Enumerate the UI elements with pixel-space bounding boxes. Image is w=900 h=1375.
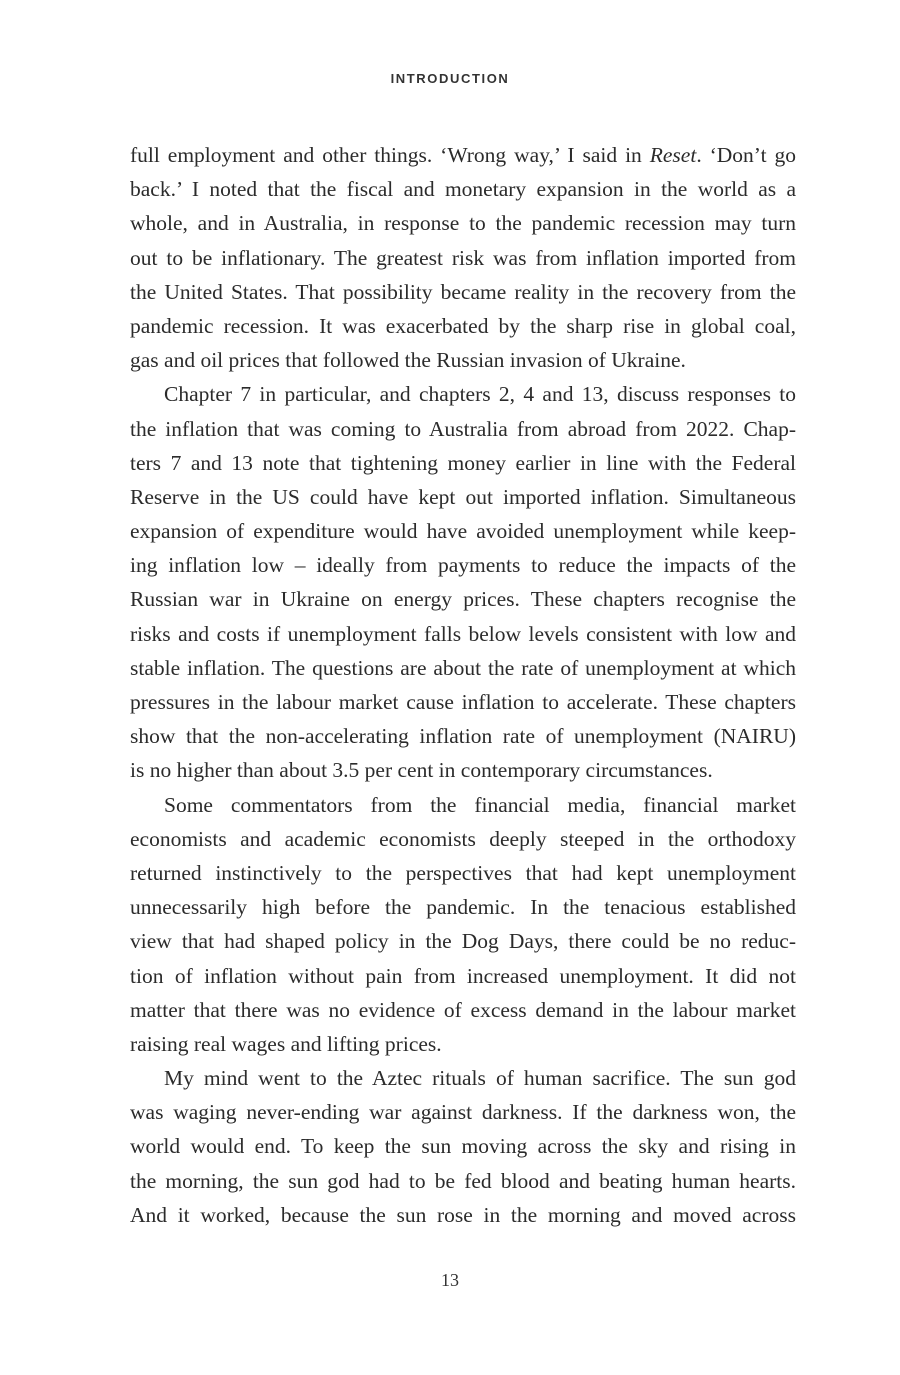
text-line: world would end. To keep the sun moving across the sky and rising in [130, 1134, 796, 1159]
text-line: whole, and in Australia, in response to the pandemic recession may turn [130, 211, 796, 236]
text-line: risks and costs if unemployment falls below levels consistent with low and [130, 621, 796, 646]
text-line: ing inflation low – ideally from payments to reduce the impacts of the [130, 553, 796, 578]
page-number: 13 [441, 1270, 459, 1290]
text-line: pressures in the labour market cause inflation to accelerate. These chapters [130, 690, 796, 714]
paragraph [130, 788, 796, 1062]
book-title: Reset [649, 143, 697, 167]
text-line: expansion of expenditure would have avoided unemployment while keep- [130, 519, 796, 544]
text-line: matter that there was no evidence of excess demand in the labour market [130, 997, 796, 1022]
text-line: economists and academic economists deeply steeped in the orthodoxy [130, 826, 796, 851]
text-line: returned instinctively to the perspectives that had kept unemployment [130, 860, 796, 885]
text-line: And it worked, because the sun rose in the morning and moved across [130, 1202, 796, 1227]
text-line: is no higher than about 3.5 per cent in contemporary circumstances. [130, 758, 713, 783]
text-line: full employment and other things. ‘Wrong way,’ I said in Reset. ‘Don’t go [130, 143, 796, 167]
text-line: Some commentators from the financial media, financial market [164, 792, 796, 817]
text-line: the United States. That possibility became reality in the recovery from the [130, 279, 796, 304]
paragraph [130, 1061, 796, 1232]
text-line: out to be inflationary. The greatest risk was from inflation imported from [130, 245, 796, 270]
text-line: unnecessarily high before the pandemic. In the tenacious established [130, 895, 796, 920]
text-line: Russian war in Ukraine on energy prices. These chapters recognise the [130, 587, 796, 612]
text-line: stable inflation. The questions are about the rate of unemployment at which [130, 655, 796, 680]
text-line: ters 7 and 13 note that tightening money earlier in line with the Federal [130, 450, 796, 475]
text-line: show that the non-accelerating inflation rate of unemployment (NAIRU) [130, 724, 796, 749]
paragraph [130, 377, 796, 787]
text-line: gas and oil prices that followed the Russian invasion of Ukraine. [130, 348, 686, 373]
paragraph [130, 138, 796, 377]
text-line: raising real wages and lifting prices. [130, 1031, 442, 1056]
text-line: pandemic recession. It was exacerbated by the sharp rise in global coal, [130, 313, 796, 338]
text-line: was waging never-ending war against darkness. If the darkness won, the [130, 1100, 796, 1125]
text-line: Reserve in the US could have kept out imported inflation. Simultaneous [130, 484, 796, 509]
text-line: view that had shaped policy in the Dog Days, there could be no reduc- [130, 929, 796, 954]
text-line: the morning, the sun god had to be fed blood and beating human hearts. [130, 1168, 796, 1193]
text-line: back.’ I noted that the fiscal and monetary expansion in the world as a [130, 177, 796, 202]
text-line: the inflation that was coming to Australia from abroad from 2022. Chap- [130, 416, 796, 441]
text-line: My mind went to the Aztec rituals of human sacrifice. The sun god [164, 1066, 796, 1091]
running-head: INTRODUCTION [390, 71, 510, 86]
text-line: Chapter 7 in particular, and chapters 2, 4 and 13, discuss responses to [164, 382, 796, 407]
text-line: tion of inflation without pain from increased unemployment. It did not [130, 963, 796, 988]
body-text [130, 138, 796, 1232]
